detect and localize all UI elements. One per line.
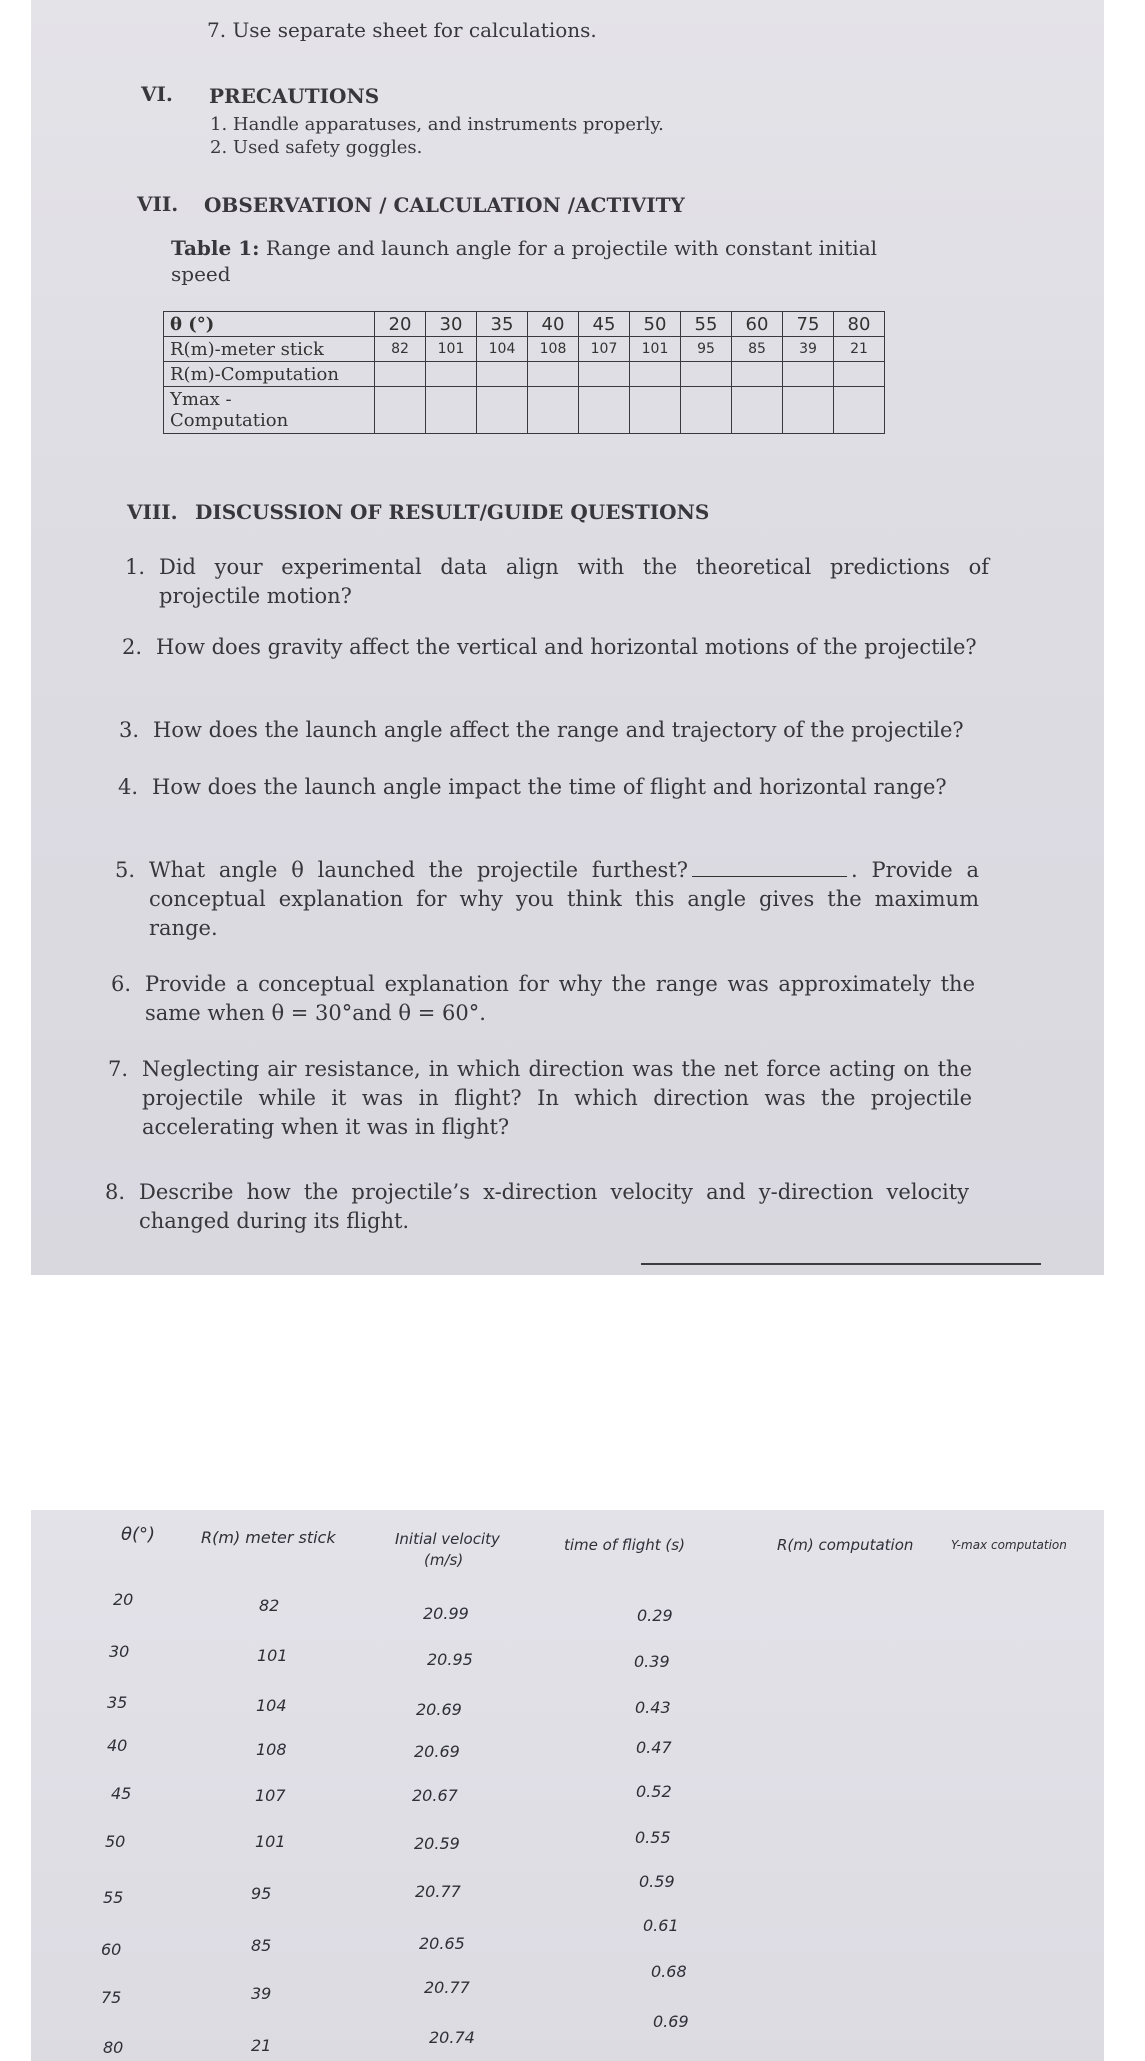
table-cell — [528, 362, 579, 387]
question-number: 6. — [111, 972, 132, 996]
precautions-numeral: VI. — [141, 82, 173, 106]
table-caption-text: Range and launch angle for a projectile with constant initial — [265, 236, 878, 260]
discussion-numeral: VIII. — [127, 500, 178, 524]
angle-cell: 20 — [375, 312, 426, 337]
hw-angle: 50 — [105, 1832, 126, 1851]
precaution-item-2: 2. Used safety goggles. — [210, 137, 423, 158]
hw-time: 0.29 — [637, 1606, 673, 1625]
hw-range: 39 — [251, 1984, 272, 2003]
hw-time: 0.39 — [634, 1652, 670, 1671]
hw-time: 0.59 — [639, 1872, 675, 1891]
table-cell: 95 — [681, 337, 732, 362]
hw-angle: 60 — [101, 1940, 122, 1959]
table-cell — [783, 362, 834, 387]
hw-velocity: 20.95 — [427, 1650, 473, 1669]
table-cell — [426, 387, 477, 434]
hw-range: 101 — [257, 1646, 288, 1665]
hw-velocity: 20.65 — [419, 1934, 465, 1953]
hw-range: 108 — [256, 1740, 287, 1759]
hw-angle: 55 — [103, 1888, 124, 1907]
question-number: 4. — [118, 775, 139, 799]
angle-cell: 40 — [528, 312, 579, 337]
table-cell — [375, 362, 426, 387]
hw-velocity: 20.77 — [424, 1978, 470, 1997]
table-cell — [681, 387, 732, 434]
table-header-row — [164, 312, 885, 337]
row-label-line-1: Ymax - — [170, 389, 232, 410]
question-text: Neglecting air resistance, in which direction was the net force acting on the projectile while it was in flight? In which direction was the projectile accelerating when it was in flight? — [142, 1057, 972, 1139]
hw-velocity: 20.77 — [415, 1882, 461, 1901]
angle-label-cell: θ (°) — [164, 312, 375, 337]
table-cell — [477, 362, 528, 387]
angle-cell: 45 — [579, 312, 630, 337]
angle-cell: 50 — [630, 312, 681, 337]
hw-angle: 30 — [109, 1642, 130, 1661]
hw-velocity: 20.69 — [416, 1700, 462, 1719]
table-cell: 101 — [630, 337, 681, 362]
hw-header-time: time of flight (s) — [564, 1536, 685, 1554]
question-text: Did your experimental data align with the theoretical predictions of projectile motion? — [159, 555, 989, 608]
answer-line — [641, 1263, 1041, 1265]
answer-blank — [692, 876, 847, 877]
row-label-line-2: Computation — [170, 410, 289, 431]
table-cell — [630, 387, 681, 434]
table-caption-label: Table 1: — [171, 236, 260, 260]
row-label: R(m)-Computation — [164, 362, 375, 387]
hw-range: 21 — [251, 2036, 272, 2055]
hw-angle: 75 — [101, 1988, 122, 2007]
table-cell: 85 — [732, 337, 783, 362]
hw-angle: 35 — [107, 1693, 128, 1712]
question-text: How does the launch angle affect the range and trajectory of the projectile? — [153, 718, 964, 742]
hw-velocity: 20.74 — [429, 2028, 475, 2047]
question-number: 7. — [108, 1057, 129, 1081]
observation-heading: OBSERVATION / CALCULATION /ACTIVITY — [204, 193, 685, 217]
table-cell: 108 — [528, 337, 579, 362]
hw-angle: 45 — [111, 1784, 132, 1803]
hw-header-angle: θ(°) — [121, 1524, 156, 1545]
table-cell — [834, 362, 885, 387]
hw-velocity: 20.69 — [414, 1742, 460, 1761]
hw-range: 104 — [256, 1696, 287, 1715]
hw-velocity: 20.67 — [412, 1786, 458, 1805]
observation-numeral: VII. — [137, 192, 179, 216]
hw-header-velocity: Initial velocity — [395, 1530, 500, 1548]
hw-range: 82 — [259, 1596, 280, 1615]
angle-cell: 75 — [783, 312, 834, 337]
table-cell — [630, 362, 681, 387]
hw-angle: 20 — [113, 1590, 134, 1609]
hw-velocity: 20.99 — [423, 1604, 469, 1623]
question-number: 5. — [115, 858, 136, 882]
hw-range: 101 — [255, 1832, 286, 1851]
hw-header-rcomp: R(m) computation — [777, 1536, 914, 1554]
hw-time: 0.68 — [651, 1962, 687, 1981]
question-text — [149, 856, 979, 943]
question-text: How does gravity affect the vertical and horizontal motions of the projectile? — [156, 635, 977, 659]
hw-time: 0.43 — [635, 1698, 671, 1717]
hw-time: 0.55 — [635, 1828, 671, 1847]
table-cell: 104 — [477, 337, 528, 362]
hw-time: 0.52 — [636, 1782, 672, 1801]
precaution-item-1: 1. Handle apparatuses, and instruments properly. — [210, 114, 664, 135]
hw-header-range: R(m) meter stick — [201, 1528, 336, 1547]
table-cell: 101 — [426, 337, 477, 362]
table-caption-line-2: speed — [171, 262, 231, 286]
hw-angle: 80 — [103, 2038, 124, 2057]
table-cell — [477, 387, 528, 434]
table-cell — [579, 362, 630, 387]
table-cell — [834, 387, 885, 434]
angle-cell: 30 — [426, 312, 477, 337]
hw-time: 0.47 — [636, 1738, 672, 1757]
table-cell — [732, 362, 783, 387]
question-text: Provide a conceptual explanation for why the range was approximately the same when θ = 30°and θ = 60°. — [145, 972, 975, 1025]
hw-header-velocity-unit: (m/s) — [424, 1551, 464, 1569]
question-text-b: . Provide a conceptual explanation for why you think this angle gives the maximum range. — [149, 858, 979, 940]
precautions-heading: PRECAUTIONS — [209, 84, 380, 108]
discussion-heading: DISCUSSION OF RESULT/GUIDE QUESTIONS — [195, 500, 710, 524]
hw-velocity: 20.59 — [414, 1834, 460, 1853]
hw-range: 85 — [251, 1936, 272, 1955]
angle-cell: 60 — [732, 312, 783, 337]
table-cell: 39 — [783, 337, 834, 362]
hw-header-ymax: Y-max computation — [951, 1538, 1067, 1552]
lab-sheet-photo — [31, 0, 1104, 1275]
angle-cell: 55 — [681, 312, 732, 337]
calc-sheet-note: 7. Use separate sheet for calculations. — [207, 18, 597, 42]
angle-cell: 35 — [477, 312, 528, 337]
question-number: 8. — [105, 1180, 126, 1204]
table-cell: 21 — [834, 337, 885, 362]
table-cell — [579, 387, 630, 434]
row-label — [164, 387, 375, 434]
range-angle-table — [163, 311, 885, 434]
question-number: 2. — [122, 635, 143, 659]
handwritten-data-photo — [31, 1510, 1104, 2061]
hw-angle: 40 — [107, 1736, 128, 1755]
question-text: Describe how the projectile’s x-direction velocity and y-direction velocity changed during its flight. — [139, 1180, 969, 1233]
ymax-computation-row — [164, 387, 885, 434]
hw-time: 0.61 — [643, 1916, 679, 1935]
question-number: 1. — [125, 555, 146, 579]
range-meterstick-row — [164, 337, 885, 362]
hw-range: 107 — [255, 1786, 286, 1805]
table-cell — [375, 387, 426, 434]
hw-range: 95 — [251, 1884, 272, 1903]
table-cell — [732, 387, 783, 434]
table-cell — [681, 362, 732, 387]
table-cell — [783, 387, 834, 434]
question-text-a: What angle θ launched the projectile furthest? — [149, 858, 689, 882]
angle-cell: 80 — [834, 312, 885, 337]
table-cell — [426, 362, 477, 387]
table-cell: 82 — [375, 337, 426, 362]
table-caption — [171, 236, 877, 260]
question-text: How does the launch angle impact the time of flight and horizontal range? — [152, 775, 947, 799]
row-label: R(m)-meter stick — [164, 337, 375, 362]
table-cell — [528, 387, 579, 434]
hw-time: 0.69 — [653, 2012, 689, 2031]
range-computation-row — [164, 362, 885, 387]
table-cell: 107 — [579, 337, 630, 362]
question-number: 3. — [119, 718, 140, 742]
